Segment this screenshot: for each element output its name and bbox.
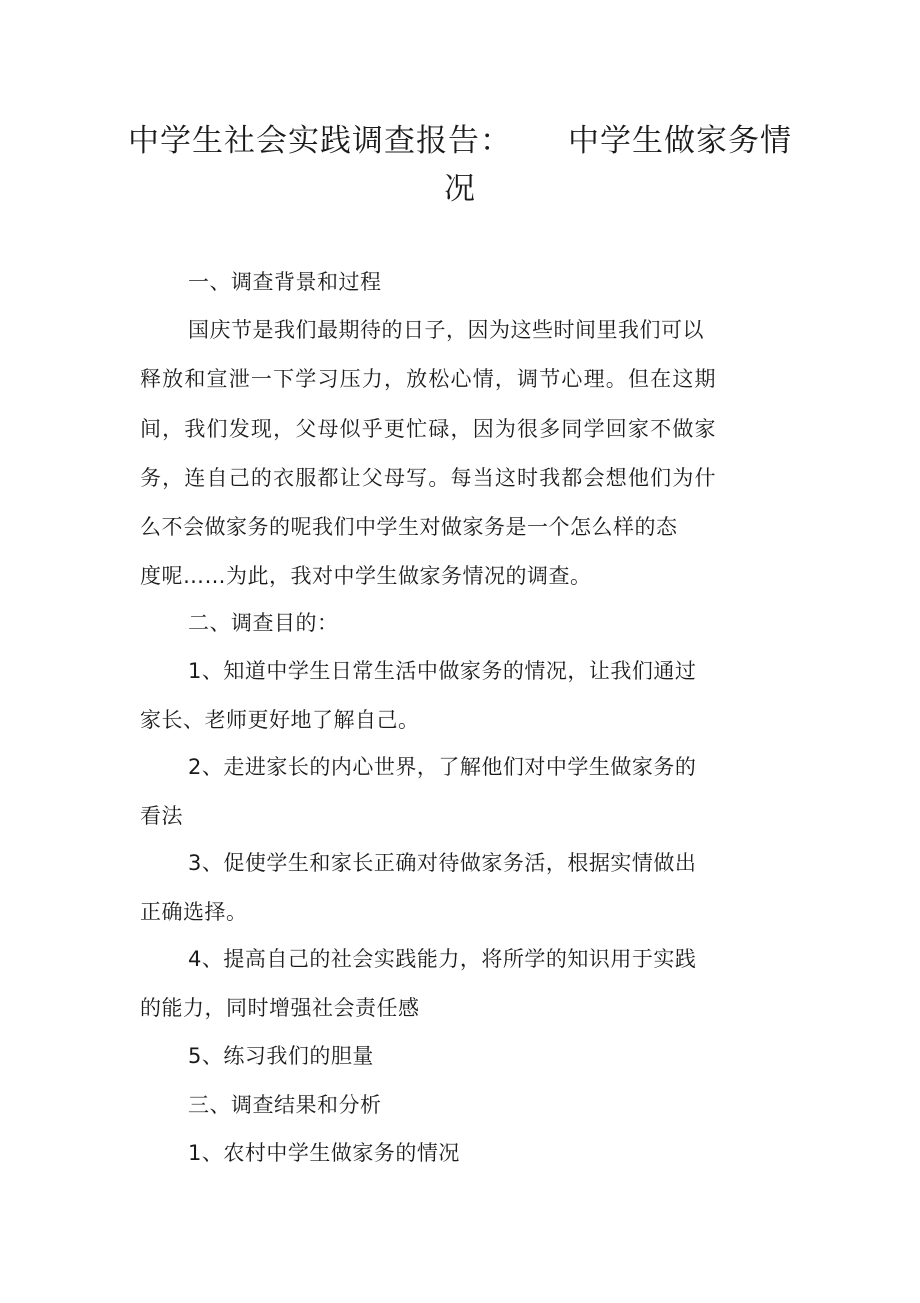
- purpose-item-1-continued: 家长、老师更好地了解自己。: [140, 708, 420, 732]
- purpose-item-2-continued: 看法: [140, 804, 183, 828]
- paragraph-line: 释放和宣泄一下学习压力，放松心情，调节心理。但在这期: [140, 367, 716, 391]
- purpose-item-2: 2、走进家长的内心世界，了解他们对中学生做家务的: [188, 755, 697, 779]
- purpose-item-5: 5、练习我们的胆量: [188, 1044, 374, 1068]
- results-subheading: 1、农村中学生做家务的情况: [188, 1141, 460, 1165]
- paragraph-line: 务，连自己的衣服都让父母写。每当这时我都会想他们为什: [140, 466, 716, 490]
- purpose-item-3: 3、促使学生和家长正确对待做家务活，根据实情做出: [188, 851, 697, 875]
- paragraph-line: 间，我们发现，父母似乎更忙碌，因为很多同学回家不做家: [140, 417, 716, 441]
- document-title: [0, 118, 920, 164]
- section-heading-background: 一、调查背景和过程: [188, 270, 382, 294]
- purpose-item-4: 4、提高自己的社会实践能力，将所学的知识用于实践: [188, 947, 697, 971]
- section-heading-purpose: 二、调查目的：: [188, 611, 339, 635]
- paragraph-line: 国庆节是我们最期待的日子，因为这些时间里我们可以: [188, 318, 704, 342]
- purpose-item-4-continued: 的能力，同时增强社会责任感: [140, 996, 420, 1020]
- paragraph-line: 度呢……为此，我对中学生做家务情况的调查。: [140, 564, 592, 588]
- paragraph-line: 么不会做家务的呢我们中学生对做家务是一个怎么样的态: [140, 515, 678, 539]
- title-part-2: 中学生做家务情: [568, 123, 792, 159]
- title-part-1: 中学生社会实践调查报告：: [128, 123, 512, 159]
- section-heading-results: 三、调查结果和分析: [188, 1093, 382, 1117]
- purpose-item-1: 1、知道中学生日常生活中做家务的情况，让我们通过: [188, 659, 697, 683]
- purpose-item-3-continued: 正确选择。: [140, 900, 248, 924]
- document-title-continued: 况: [444, 171, 476, 207]
